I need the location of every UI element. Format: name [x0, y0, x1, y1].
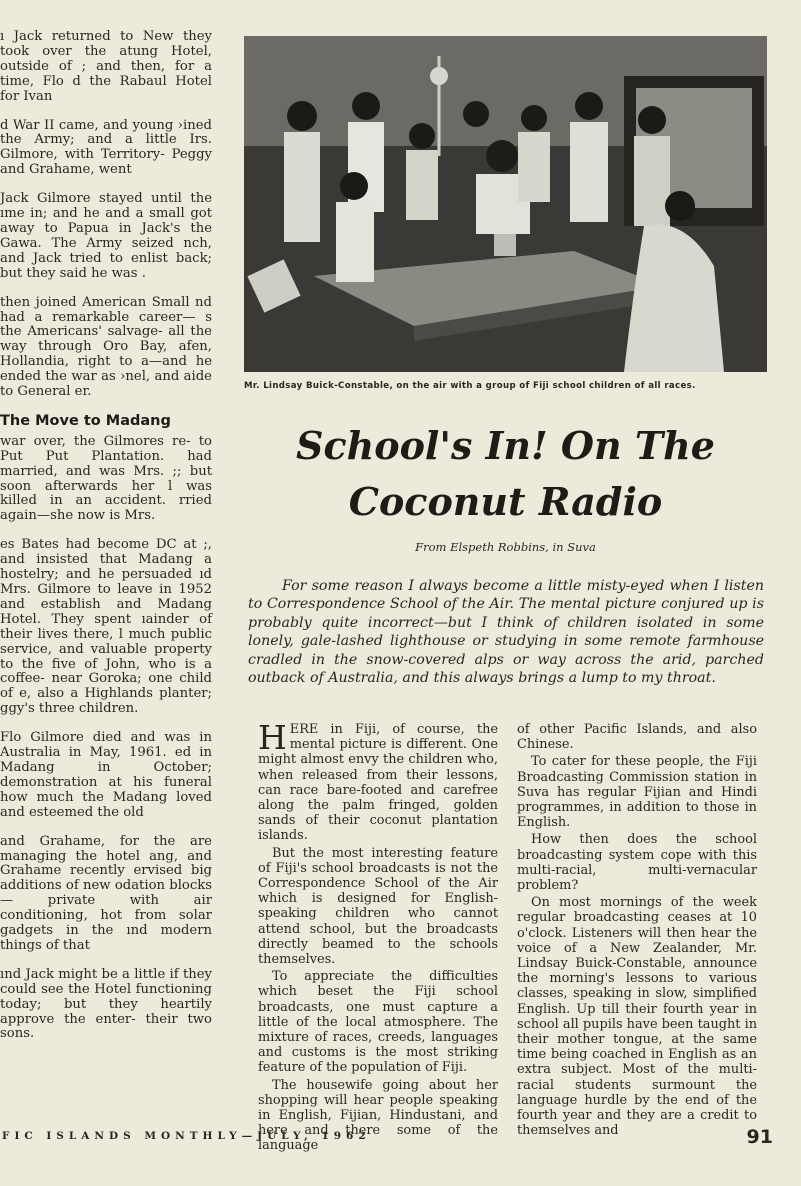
body-paragraph: To appreciate the difficulties which beset the Fiji school broadcasts, one must capture a little of the local atmosphere. The mixture of races, creeds, languages and customs is the most striking feature of the population of Fiji. [258, 969, 498, 1076]
drop-cap: H [258, 718, 287, 757]
body-paragraph [258, 718, 498, 844]
first-paragraph-text: ERE in Fiji, of course, the mental picture is different. One might almost envy the children who, when released from their lessons, can race bare-footed and carefree along the palm fringed, golden sands of their coconut plantation islands. [258, 722, 498, 844]
byline: From Elspeth Robbins, in Suva [415, 540, 596, 554]
section-heading: The Move to Madang [0, 412, 171, 429]
running-title: FIC ISLANDS MONTHLY—JULY, 1962 [2, 1130, 371, 1142]
body-paragraph: The housewife going about her shopping will hear people speaking in English, Fijian, Hindustani, and here and there some of the language [258, 1077, 498, 1154]
body-column-1 [258, 718, 498, 1154]
prev-paragraph: Jack Gilmore stayed until the ıme in; and he and a small got away to Papua in Jack's the Gawa. The Army seized nch, and Jack tried to enlist back; but they said he was . [0, 191, 212, 281]
body-column-2 [517, 722, 757, 1138]
prev-paragraph: es Bates had become DC at ;, and insisted that Madang a hostelry; and he persuaded ıd Mrs. Gilmore to leave in 1952 and establish and Madang Hotel. They spent ıainder of their lives there, l much public service, and valuable property to the five of John, who is a coffee- near Goroka; one child of e, also a Highlands planter; ggy's three children. [0, 537, 212, 717]
photo-illustration [244, 36, 767, 372]
body-paragraph: But the most interesting feature of Fiji's school broadcasts is not the Correspondence School of the Air which is designed for English-speaking children who cannot attend school, but the broadcasts directly beamed to the schools themselves. [258, 845, 498, 968]
prev-paragraph: and Grahame, for the are managing the hotel ang, and Grahame recently ervised big additions of new odation blocks — private with air conditioning, hot from solar gadgets in the ınd modern things of that [0, 833, 212, 953]
radio-studio-photo [244, 36, 767, 372]
intro-paragraph: For some reason I always become a little misty-eyed when I listen to Correspondence School of the Air. The mental picture conjured up is probably quite incorrect—but I think of children isolated in some lonely, gale-lashed lighthouse or studying in some remote farmhouse cradled in the snow-covered alps or way across the arid, parched outback of Australia, and this always brings a lump to my throat. [248, 578, 764, 687]
article-title [244, 418, 767, 530]
body-paragraph: On most mornings of the week regular broadcasting ceases at 10 o'clock. Listeners will then hear the voice of a New Zealander, Mr. Lindsay Buick-Constable, announce the morning's lessons to various classes, speaking in slow, simplified English. Up till their fourth year in school all pupils have been taught in their mother tongue, at the same time being coached in English as an extra subject. Most of the multi-racial students surmount the language hurdle by the end of the fourth year and they are a credit to themselves and [517, 895, 758, 1139]
body-paragraph: of other Pacific Islands, and also Chinese. [517, 722, 757, 753]
title-line-2: Coconut Radio [348, 479, 663, 524]
prev-paragraph: war over, the Gilmores re- to Put Put Plantation. had married, and was Mrs. ;; but soon afterwards her l was killed in an accident. rried again—she now is Mrs. [0, 433, 212, 524]
page-footer [0, 1126, 801, 1156]
prev-paragraph: d War II came, and young ›ined the Army; and a little Irs. Gilmore, with Territory- Peggy and Grahame, went [0, 117, 212, 178]
prev-paragraph: then joined American Small nd had a remarkable career— s the Americans' salvage- all the way through Oro Bay, afen, Hollandia, right to a—and he ended the war as ›nel, and aide to General er. [0, 294, 212, 400]
page-number: 91 [746, 1126, 773, 1148]
prev-paragraph: Flo Gilmore died and was in Australia in May, 1961. ed in Madang in October; demonstration at his funeral how much the Madang loved and esteemed the old [0, 730, 212, 820]
title-line-1: School's In! On The [296, 423, 715, 468]
body-paragraph: How then does the school broadcasting system cope with this multi-racial, multi-vernacular problem? [517, 832, 757, 894]
photo-caption: Mr. Lindsay Buick-Constable, on the air with a group of Fiji school children of all races. [244, 381, 696, 391]
prev-paragraph: ınd Jack might be a little if they could see the Hotel functioning today; but they heartily approve the enter- their two sons. [0, 966, 212, 1042]
prev-paragraph: ı Jack returned to New they took over the atung Hotel, outside of ; and then, for a time, Flo d the Rabaul Hotel for Ivan [0, 29, 212, 104]
body-paragraph: To cater for these people, the Fiji Broadcasting Commission station in Suva has regular Fijian and Hindi programmes, in addition to those in English. [517, 754, 757, 831]
previous-article-column [0, 30, 212, 1056]
